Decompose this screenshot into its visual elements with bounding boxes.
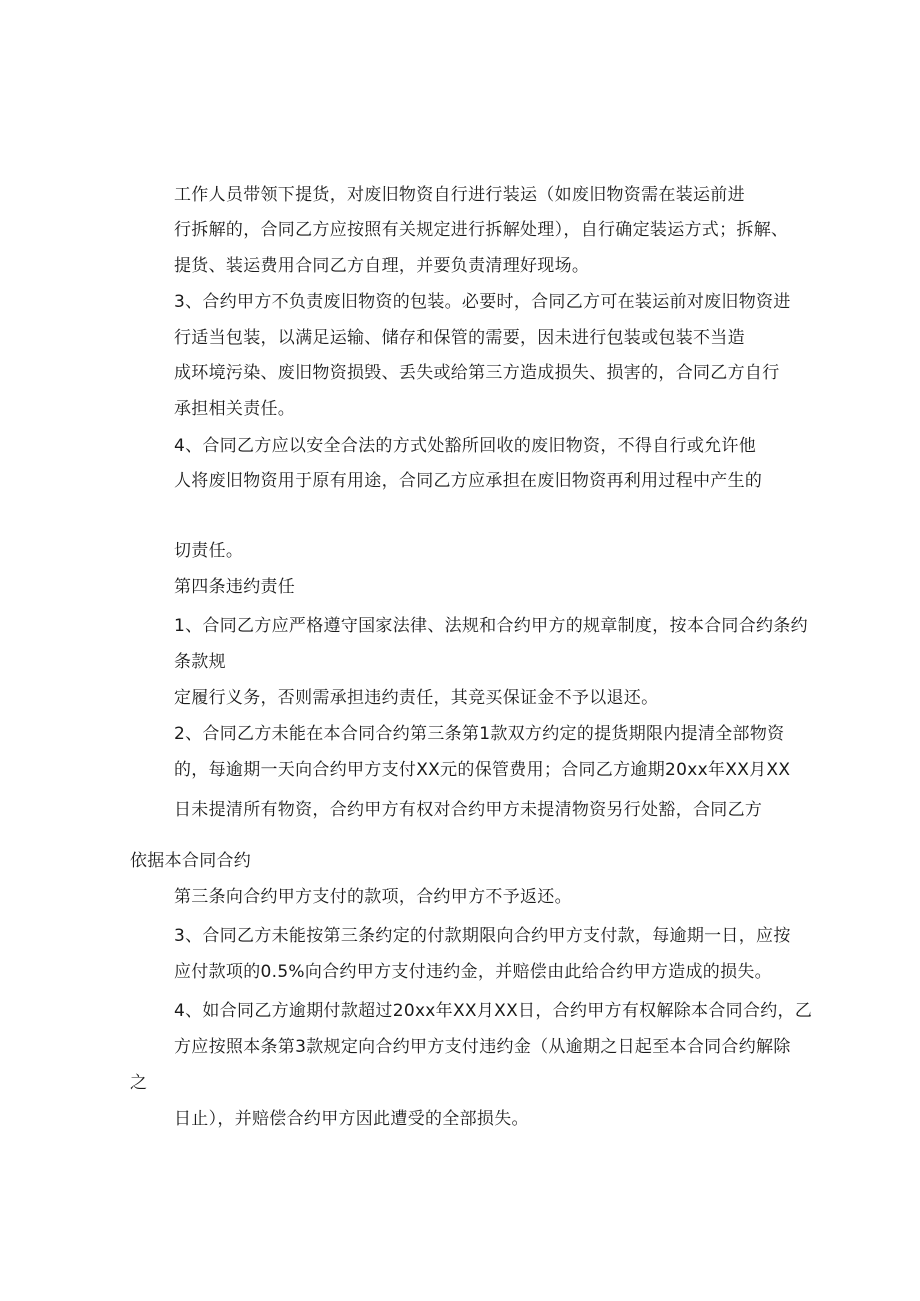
paragraph-line: 方应按照本条第3款规定向合约甲方支付违约金（从逾期之日起至本合同合约解除 — [174, 1037, 791, 1057]
paragraph-line: 成环境污染、废旧物资损毁、丢失或给第三方造成损失、损害的，合同乙方自行 — [174, 363, 780, 383]
section-heading: 第四条违约责任 — [174, 577, 296, 597]
paragraph-line: 日止），并赔偿合约甲方因此遭受的全部损失。 — [174, 1109, 529, 1129]
paragraph-line: 行拆解的，合同乙方应按照有关规定进行拆解处理），自行确定装运方式；拆解、 — [174, 220, 789, 240]
paragraph-line: 2、合同乙方未能在本合同合约第三条第1款双方约定的提货期限内提清全部物资 — [174, 724, 785, 744]
paragraph-line: 1、合同乙方应严格遵守国家法律、法规和合约甲方的规章制度，按本合同合约条约 — [174, 616, 808, 636]
paragraph-line: 第三条向合约甲方支付的款项，合约甲方不予返还。 — [174, 887, 572, 907]
paragraph-line: 3、合约甲方不负责废旧物资的包装。必要时，合同乙方可在装运前对废旧物资进 — [174, 292, 791, 312]
paragraph-line: 切责任。 — [174, 541, 244, 561]
paragraph-line: 应付款项的0.5%向合约甲方支付违约金，并赔偿由此给合约甲方造成的损失。 — [174, 962, 772, 982]
paragraph-line: 人将废旧物资用于原有用途，合同乙方应承担在废旧物资再利用过程中产生的 — [174, 471, 763, 491]
paragraph-line: 行适当包装，以满足运输、储存和保管的需要，因未进行包装或包装不当造 — [174, 328, 745, 348]
paragraph-line: 之 — [130, 1073, 148, 1093]
paragraph-line: 4、如合同乙方逾期付款超过20xx年XX月XX日，合约甲方有权解除本合同合约，乙 — [174, 1001, 813, 1021]
paragraph-line: 日未提清所有物资，合约甲方有权对合约甲方未提清物资另行处豁，合同乙方 — [174, 800, 763, 820]
paragraph-line: 条款规 — [174, 652, 226, 672]
paragraph-line: 工作人员带领下提货，对废旧物资自行进行装运（如废旧物资需在装运前进 — [174, 185, 745, 205]
paragraph-line: 4、合同乙方应以安全合法的方式处豁所回收的废旧物资，不得自行或允许他 — [174, 436, 757, 456]
paragraph-line: 承担相关责任。 — [174, 399, 296, 419]
paragraph-line: 定履行义务，否则需承担违约责任，其竞买保证金不予以退还。 — [174, 688, 659, 708]
paragraph-line: 提货、装运费用合同乙方自理，并要负责清理好现场。 — [174, 256, 590, 276]
paragraph-line: 的，每逾期一天向合约甲方支付XX元的保管费用；合同乙方逾期20xx年XX月XX — [174, 760, 791, 780]
paragraph-line: 3、合同乙方未能按第三条约定的付款期限向合约甲方支付款，每逾期一日，应按 — [174, 926, 791, 946]
paragraph-line: 依据本合同合约 — [130, 851, 252, 871]
